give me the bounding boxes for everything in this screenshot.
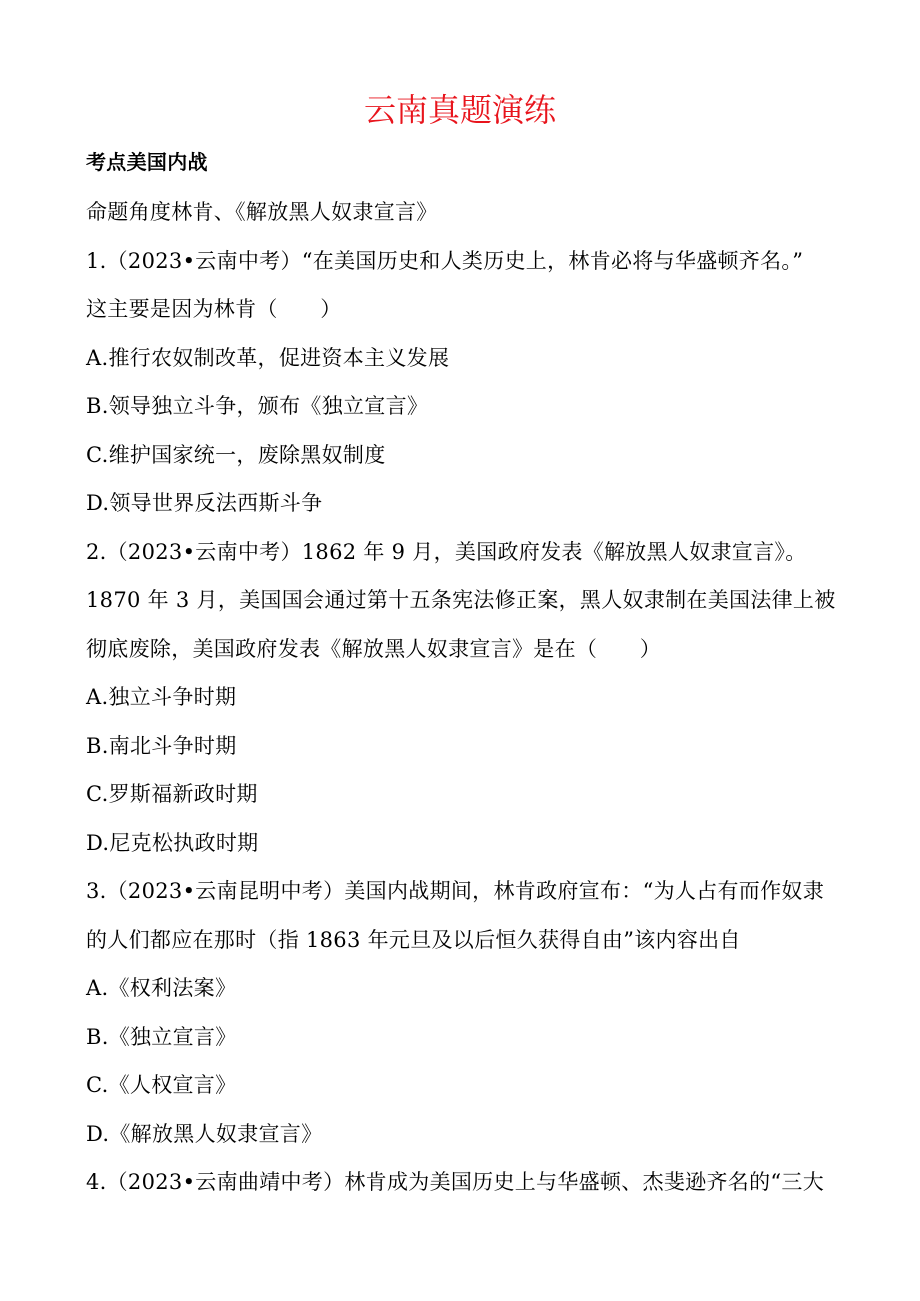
question-1-option-b: B.领导独立斗争，颁布《独立宣言》 bbox=[86, 394, 429, 418]
question-2-stem-line-3: 彻底废除，美国政府发表《解放黑人奴隶宣言》是在（ ） bbox=[86, 637, 662, 661]
question-2-option-c: C.罗斯福新政时期 bbox=[86, 782, 258, 806]
question-2-option-b: B.南北斗争时期 bbox=[86, 734, 237, 758]
question-1-stem-line-2: 这主要是因为林肯（ ） bbox=[86, 297, 342, 321]
document-title: 云南真题演练 bbox=[363, 91, 556, 129]
question-2-stem-line-1: 2.（2023•云南中考）1862 年 9 月，美国政府发表《解放黑人奴隶宣言》。 bbox=[86, 540, 807, 564]
question-3-stem-line-1: 3.（2023•云南昆明中考）美国内战期间，林肯政府宣布：“为人占有而作奴隶 bbox=[86, 879, 824, 903]
question-3-option-c: C.《人权宣言》 bbox=[86, 1073, 237, 1097]
question-1-stem-line-1: 1.（2023•云南中考）“在美国历史和人类历史上，林肯必将与华盛顿齐名。” bbox=[86, 249, 804, 273]
question-3-option-a: A.《权利法案》 bbox=[86, 976, 237, 1000]
question-1-option-a: A.推行农奴制改革，促进资本主义发展 bbox=[86, 346, 450, 370]
topic-line: 命题角度林肯、《解放黑人奴隶宣言》 bbox=[86, 200, 438, 224]
question-2-option-d: D.尼克松执政时期 bbox=[86, 831, 259, 855]
question-3-option-b: B.《独立宣言》 bbox=[86, 1025, 237, 1049]
question-2-option-a: A.独立斗争时期 bbox=[86, 685, 237, 709]
question-1-option-c: C.维护国家统一，废除黑奴制度 bbox=[86, 443, 386, 467]
question-1-option-d: D.领导世界反法西斯斗争 bbox=[86, 491, 323, 515]
question-2-stem-line-2: 1870 年 3 月，美国国会通过第十五条宪法修正案，黑人奴隶制在美国法律上被 bbox=[86, 588, 836, 612]
question-3-stem-line-2: 的人们都应在那时（指 1863 年元旦及以后恒久获得自由”该内容出自 bbox=[86, 928, 741, 952]
section-heading: 考点美国内战 bbox=[86, 150, 208, 174]
question-4-stem-line-1: 4.（2023•云南曲靖中考）林肯成为美国历史上与华盛顿、杰斐逊齐名的“三大 bbox=[86, 1170, 824, 1194]
question-3-option-d: D.《解放黑人奴隶宣言》 bbox=[86, 1122, 323, 1146]
